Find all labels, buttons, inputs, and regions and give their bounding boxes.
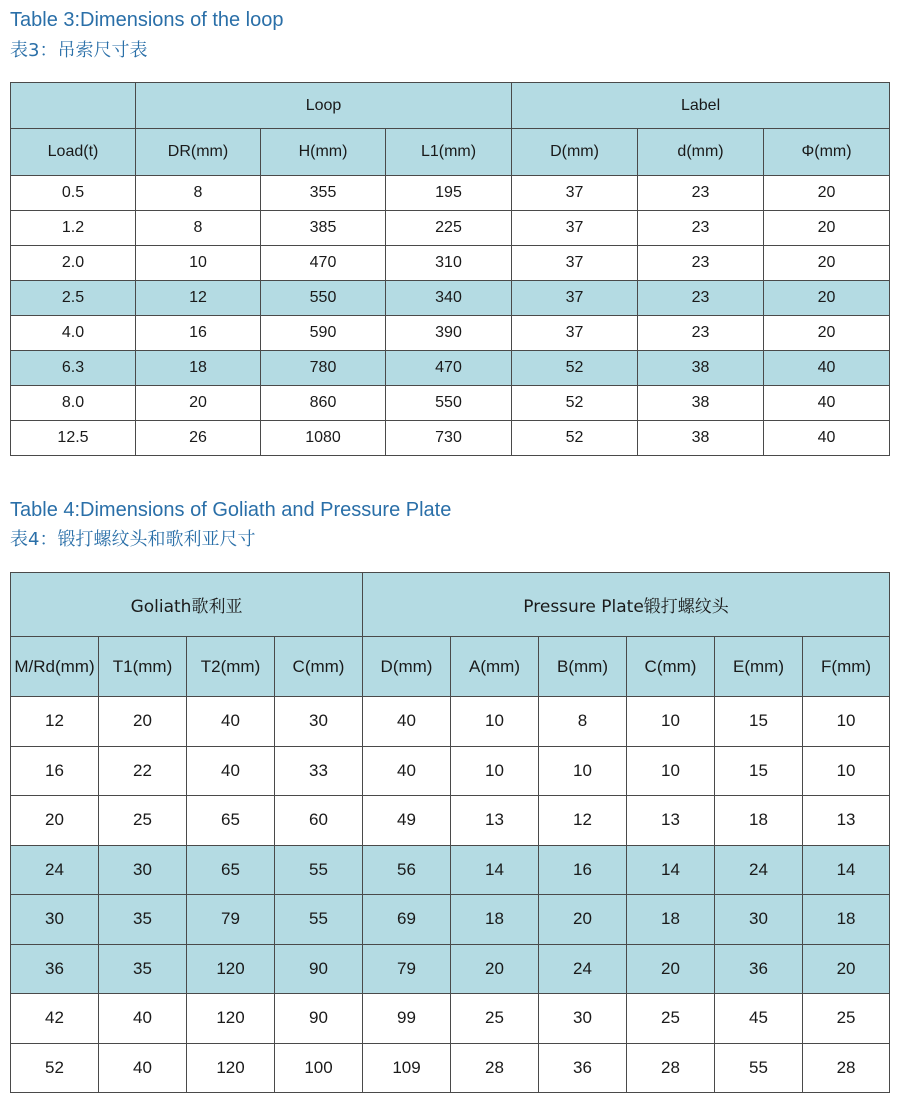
table-cell: 55	[275, 845, 363, 895]
table-row	[11, 1043, 890, 1093]
table3-column-header: L1(mm)	[386, 129, 512, 176]
table3-label-group-header: Label	[512, 83, 890, 129]
table-cell: 56	[363, 845, 451, 895]
table-cell: 120	[187, 1043, 275, 1093]
table-cell: 36	[715, 944, 803, 994]
table-cell: 1.2	[11, 211, 136, 246]
table-cell: 20	[539, 895, 627, 945]
table-cell: 12.5	[11, 421, 136, 456]
table-cell: 30	[11, 895, 99, 945]
table4-goliath-group-header: Goliath歌利亚	[11, 573, 363, 637]
table-cell: 14	[451, 845, 539, 895]
table3-title-chinese: 表3：吊索尺寸表	[10, 40, 148, 61]
table-cell: 6.3	[11, 351, 136, 386]
table-cell: 10	[451, 697, 539, 747]
table-cell: 13	[627, 796, 715, 846]
table-cell: 52	[11, 1043, 99, 1093]
table3-corner-header	[11, 83, 136, 129]
table-cell: 730	[386, 421, 512, 456]
table4-title-chinese: 表4：锻打螺纹头和歌利亚尺寸	[10, 529, 256, 550]
table4-column-header: A(mm)	[451, 637, 539, 697]
table-cell: 26	[136, 421, 261, 456]
table-cell: 37	[512, 246, 638, 281]
table-row	[11, 796, 890, 846]
table-cell: 30	[539, 994, 627, 1044]
table4-column-header: B(mm)	[539, 637, 627, 697]
table-cell: 120	[187, 944, 275, 994]
table-cell: 23	[638, 246, 764, 281]
table-cell: 24	[715, 845, 803, 895]
table-cell: 8	[136, 211, 261, 246]
table-cell: 8	[539, 697, 627, 747]
table-cell: 12	[11, 697, 99, 747]
table-cell: 40	[99, 994, 187, 1044]
table-cell: 40	[764, 421, 890, 456]
table-row	[11, 895, 890, 945]
table4-column-header: E(mm)	[715, 637, 803, 697]
table-cell: 390	[386, 316, 512, 351]
table-cell: 20	[11, 796, 99, 846]
table-cell: 14	[803, 845, 890, 895]
table-cell: 23	[638, 211, 764, 246]
table4-column-header: M/Rd(mm)	[11, 637, 99, 697]
table-cell: 65	[187, 796, 275, 846]
table-cell: 49	[363, 796, 451, 846]
table-cell: 470	[261, 246, 386, 281]
table-cell: 40	[764, 386, 890, 421]
table-cell: 355	[261, 176, 386, 211]
table-cell: 40	[99, 1043, 187, 1093]
table-cell: 24	[539, 944, 627, 994]
table-cell: 37	[512, 316, 638, 351]
table-row	[11, 211, 890, 246]
table-cell: 18	[136, 351, 261, 386]
table-cell: 25	[99, 796, 187, 846]
table-cell: 10	[136, 246, 261, 281]
table-cell: 780	[261, 351, 386, 386]
table-row	[11, 386, 890, 421]
table3-column-header: Load(t)	[11, 129, 136, 176]
table4-column-header: T1(mm)	[99, 637, 187, 697]
table-cell: 30	[275, 697, 363, 747]
table-cell: 195	[386, 176, 512, 211]
table-cell: 45	[715, 994, 803, 1044]
table-cell: 18	[803, 895, 890, 945]
table-cell: 69	[363, 895, 451, 945]
table-cell: 37	[512, 211, 638, 246]
table-cell: 14	[627, 845, 715, 895]
table-cell: 35	[99, 895, 187, 945]
table-cell: 16	[539, 845, 627, 895]
table-cell: 20	[764, 246, 890, 281]
table-row	[11, 845, 890, 895]
table-cell: 22	[99, 746, 187, 796]
table3-column-header: DR(mm)	[136, 129, 261, 176]
table3-column-header: D(mm)	[512, 129, 638, 176]
table-cell: 52	[512, 351, 638, 386]
table3-column-header: Φ(mm)	[764, 129, 890, 176]
table-cell: 33	[275, 746, 363, 796]
table-cell: 470	[386, 351, 512, 386]
table-row	[11, 316, 890, 351]
table-cell: 18	[451, 895, 539, 945]
table-cell: 24	[11, 845, 99, 895]
table-cell: 20	[627, 944, 715, 994]
table-cell: 550	[386, 386, 512, 421]
table-cell: 90	[275, 944, 363, 994]
table-row	[11, 351, 890, 386]
goliath-pressure-plate-table	[10, 572, 890, 1093]
table4-pressure-plate-group-header: Pressure Plate锻打螺纹头	[363, 573, 890, 637]
table-cell: 225	[386, 211, 512, 246]
table-cell: 79	[187, 895, 275, 945]
table-cell: 10	[803, 697, 890, 747]
table4-column-header: F(mm)	[803, 637, 890, 697]
table-cell: 99	[363, 994, 451, 1044]
table-cell: 28	[803, 1043, 890, 1093]
table-row	[11, 421, 890, 456]
table-cell: 37	[512, 281, 638, 316]
table-cell: 550	[261, 281, 386, 316]
table-cell: 15	[715, 697, 803, 747]
table-cell: 10	[539, 746, 627, 796]
table-row	[11, 944, 890, 994]
table-cell: 40	[187, 697, 275, 747]
table-cell: 35	[99, 944, 187, 994]
table-cell: 25	[803, 994, 890, 1044]
table-row	[11, 281, 890, 316]
table-cell: 23	[638, 281, 764, 316]
table-cell: 13	[451, 796, 539, 846]
table-cell: 0.5	[11, 176, 136, 211]
table-cell: 30	[715, 895, 803, 945]
table-cell: 40	[363, 697, 451, 747]
table3-loop-group-header: Loop	[136, 83, 512, 129]
table4-column-header: C(mm)	[627, 637, 715, 697]
table4-title-english: Table 4:Dimensions of Goliath and Pressure Plate	[10, 499, 452, 521]
table-cell: 20	[764, 211, 890, 246]
table-cell: 8.0	[11, 386, 136, 421]
table-cell: 52	[512, 421, 638, 456]
table-cell: 109	[363, 1043, 451, 1093]
table-cell: 590	[261, 316, 386, 351]
table-cell: 60	[275, 796, 363, 846]
table-cell: 385	[261, 211, 386, 246]
table-cell: 20	[136, 386, 261, 421]
table-cell: 120	[187, 994, 275, 1044]
table-cell: 37	[512, 176, 638, 211]
table-cell: 38	[638, 351, 764, 386]
table-cell: 13	[803, 796, 890, 846]
table-cell: 36	[539, 1043, 627, 1093]
table-cell: 2.5	[11, 281, 136, 316]
table-cell: 25	[451, 994, 539, 1044]
table4-column-header: T2(mm)	[187, 637, 275, 697]
table-cell: 30	[99, 845, 187, 895]
table-cell: 100	[275, 1043, 363, 1093]
table-cell: 12	[539, 796, 627, 846]
table-cell: 20	[803, 944, 890, 994]
table-cell: 28	[627, 1043, 715, 1093]
table-cell: 16	[11, 746, 99, 796]
table3-column-header: H(mm)	[261, 129, 386, 176]
table-cell: 20	[764, 316, 890, 351]
table3-column-header: d(mm)	[638, 129, 764, 176]
table-cell: 20	[99, 697, 187, 747]
table-cell: 42	[11, 994, 99, 1044]
table-cell: 20	[764, 281, 890, 316]
table-cell: 18	[715, 796, 803, 846]
table-cell: 2.0	[11, 246, 136, 281]
table-cell: 65	[187, 845, 275, 895]
table-cell: 1080	[261, 421, 386, 456]
table-cell: 860	[261, 386, 386, 421]
table-cell: 15	[715, 746, 803, 796]
table-cell: 90	[275, 994, 363, 1044]
table-cell: 38	[638, 421, 764, 456]
table-cell: 28	[451, 1043, 539, 1093]
table-cell: 20	[451, 944, 539, 994]
table-cell: 8	[136, 176, 261, 211]
table-cell: 10	[627, 697, 715, 747]
table3-title-english: Table 3:Dimensions of the loop	[10, 9, 284, 31]
loop-dimensions-table	[10, 82, 890, 456]
table-cell: 23	[638, 316, 764, 351]
table-cell: 52	[512, 386, 638, 421]
table-cell: 79	[363, 944, 451, 994]
table-row	[11, 994, 890, 1044]
table4-column-header: C(mm)	[275, 637, 363, 697]
table-cell: 38	[638, 386, 764, 421]
table-cell: 40	[187, 746, 275, 796]
table-cell: 4.0	[11, 316, 136, 351]
table4-column-header: D(mm)	[363, 637, 451, 697]
table-cell: 10	[451, 746, 539, 796]
table-cell: 10	[803, 746, 890, 796]
table-cell: 25	[627, 994, 715, 1044]
table-row	[11, 746, 890, 796]
table-row	[11, 246, 890, 281]
table-cell: 310	[386, 246, 512, 281]
table-cell: 40	[764, 351, 890, 386]
table-cell: 23	[638, 176, 764, 211]
table-cell: 12	[136, 281, 261, 316]
table-cell: 10	[627, 746, 715, 796]
table-cell: 36	[11, 944, 99, 994]
table-cell: 340	[386, 281, 512, 316]
table-cell: 55	[275, 895, 363, 945]
table-cell: 55	[715, 1043, 803, 1093]
table-cell: 40	[363, 746, 451, 796]
table-cell: 16	[136, 316, 261, 351]
table-cell: 18	[627, 895, 715, 945]
table-row	[11, 176, 890, 211]
table-cell: 20	[764, 176, 890, 211]
table-row	[11, 697, 890, 747]
